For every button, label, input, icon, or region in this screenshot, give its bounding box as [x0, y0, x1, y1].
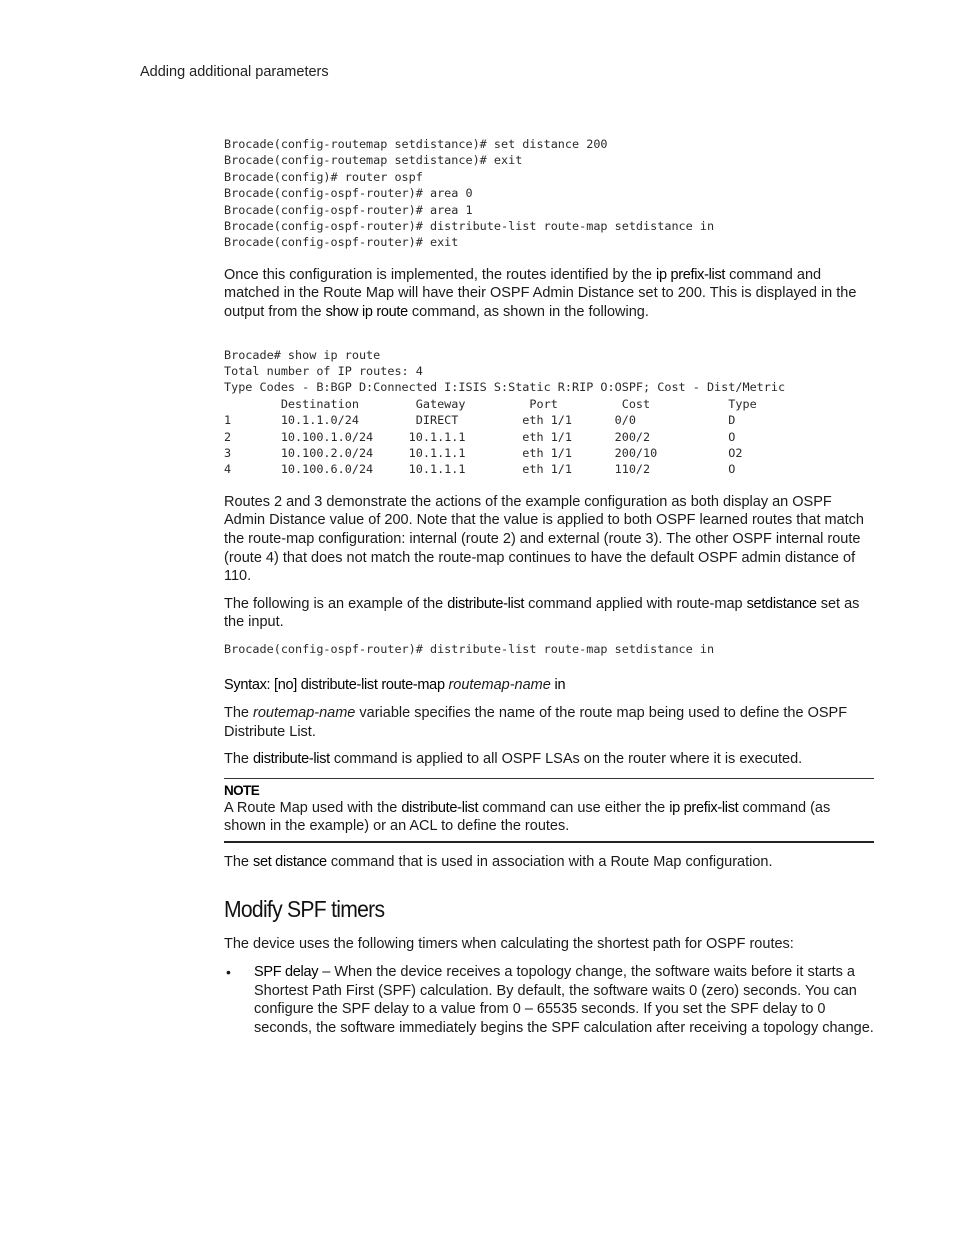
- section-heading: Modify SPF timers: [224, 895, 385, 922]
- text: The: [224, 854, 254, 870]
- code-block-distribute-list: Brocade(config-ospf-router)# distribute-list route-map setdistance in: [224, 642, 715, 657]
- syntax-variable: routemap-name: [448, 677, 551, 694]
- text: command and matched in the Route Map will have their OSPF Admin Distance set to 200. This is displayed in the output from the: [224, 266, 857, 321]
- text: command can use either the: [478, 799, 670, 816]
- text: Once this configuration is implemented, the routes identified by the: [224, 266, 657, 283]
- keyword-set-distance: set distance: [253, 854, 327, 870]
- paragraph-distribute-list-applied: [224, 750, 874, 769]
- code-block-route-map-config: Brocade(config-routemap setdistance)# set distance 200 Brocade(config-routemap setdistance)# exit Brocade(config)# router ospf Brocade(config-ospf-router)# area 0 Brocade(config-ospf-router)# area 1 Brocade(config-ospf-router)# distribute-list route-map setdistance in Brocade(config-ospf-router)# exit: [224, 137, 715, 250]
- text: The: [224, 705, 254, 722]
- running-header: Adding additional parameters: [140, 64, 329, 80]
- paragraph-routemap-name: [224, 704, 874, 741]
- syntax-suffix: in: [550, 677, 566, 694]
- bullet-marker: •: [226, 964, 231, 981]
- bullet-term-spf-delay: SPF delay: [254, 964, 319, 981]
- text: variable specifies the name of the route map being used to define the OSPF Distribute List.: [224, 705, 848, 740]
- text: A Route Map used with the: [224, 799, 402, 816]
- text: command applied with route-map: [524, 595, 747, 612]
- bullet-text: [254, 963, 874, 1037]
- keyword-ip-prefix-list: ip prefix-list: [656, 266, 726, 283]
- text: set as the input.: [224, 595, 860, 631]
- note-box: [224, 778, 874, 843]
- keyword-distribute-list: distribute-list: [253, 751, 330, 768]
- keyword-distribute-list: distribute-list: [401, 799, 479, 816]
- note-text: [224, 799, 874, 836]
- bullet-list: [224, 963, 874, 1037]
- text: command (as shown in the example) or an ACL to define the routes.: [224, 799, 831, 835]
- paragraph-config-implemented: [224, 266, 874, 322]
- paragraph-distribute-list-example: [224, 595, 874, 632]
- text: command that is used in association with a Route Map configuration.: [326, 854, 773, 870]
- text: The: [224, 751, 254, 768]
- keyword-distribute-list: distribute-list: [447, 595, 525, 612]
- keyword-show-ip-route: show ip route: [325, 304, 408, 321]
- page-content: [224, 136, 874, 1038]
- text: – When the device receives a topology change, the software waits before it starts a Shortest Path First (SPF) calculation. By default, the software waits 0 (zero) seconds. You can configure the SPF delay to a value from 0 – 65535 seconds. If you set the SPF delay to 0 seconds, the software immediately begins the SPF calculation after receiving a topology change.: [254, 964, 874, 1036]
- section-intro: The device uses the following timers when calculating the shortest path for OSPF routes:: [224, 935, 794, 952]
- code-block-show-ip-route: Brocade# show ip route Total number of IP routes: 4 Type Codes - B:BGP D:Connected I:ISIS S:Static R:RIP O:OSPF; Cost - Dist/Metric Destination Gateway Port Cost Type 1 10.1.1.0/24 DIRECT eth 1/1 0/0 D 2 10.100.1.0/24 10.1.1.1 eth 1/1 200/2 O 3 10.100.2.0/24 10.1.1.1 eth 1/1 200/10 O2 4 10.100.6.0/24 10.1.1.1 eth 1/1 110/2 O: [224, 347, 786, 477]
- keyword-setdistance: setdistance: [746, 595, 817, 612]
- paragraph-set-distance: [224, 853, 874, 872]
- text: command, as shown in the following.: [407, 304, 649, 321]
- text: The following is an example of the: [224, 595, 448, 612]
- keyword-ip-prefix-list: ip prefix-list: [669, 799, 739, 816]
- syntax-command: [no] distribute-list route-map: [270, 677, 449, 694]
- variable-routemap-name: routemap-name: [253, 705, 356, 722]
- list-item: [224, 963, 874, 1037]
- text: command is applied to all OSPF LSAs on the router where it is executed.: [329, 751, 803, 768]
- syntax-line: [224, 676, 874, 695]
- paragraph-routes-explanation: Routes 2 and 3 demonstrate the actions of the example configuration as both display an OSPF Admin Distance value of 200. Note that the value is applied to both OSPF learned routes that match the route-map configuration: internal (route 2) and external (route 3). The other OSPF internal route (route 4) that does not match the route-map continues to have the default OSPF admin distance of 110.: [224, 493, 864, 585]
- syntax-label: Syntax:: [224, 677, 271, 694]
- note-title: NOTE: [224, 782, 260, 798]
